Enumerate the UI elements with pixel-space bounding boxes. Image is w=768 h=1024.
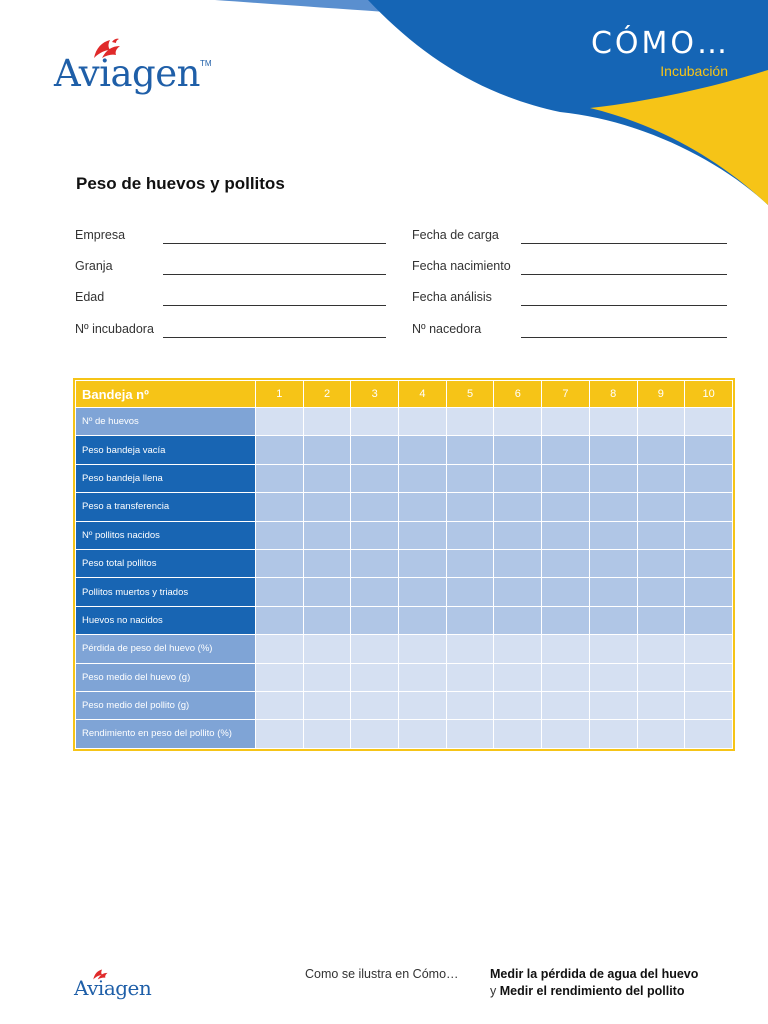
field-fecha-nacimiento[interactable] [412,259,727,279]
header-title: CÓMO… [590,26,730,61]
table-cell[interactable] [494,408,542,436]
table-cell[interactable] [637,521,685,549]
table-cell[interactable] [685,549,733,577]
field-label: Fecha análisis [412,290,492,304]
table-row [76,635,733,663]
table-cell[interactable] [446,635,494,663]
table-cell[interactable] [303,691,351,719]
column-header: 3 [351,381,399,408]
table-cell[interactable] [637,635,685,663]
row-label: Pollitos muertos y triados [76,578,256,606]
table-cell[interactable] [589,635,637,663]
table-cell[interactable] [494,635,542,663]
table-row [76,464,733,492]
table-cell[interactable] [256,464,304,492]
table-row [76,720,733,748]
row-label: Huevos no nacidos [76,606,256,634]
column-header: 2 [303,381,351,408]
table-cell[interactable] [542,606,590,634]
table-cell[interactable] [494,464,542,492]
field-line[interactable] [163,274,386,275]
table-cell[interactable] [256,578,304,606]
row-label: Peso bandeja llena [76,464,256,492]
table-cell[interactable] [637,493,685,521]
table-cell[interactable] [494,663,542,691]
table-row [76,408,733,436]
table-cell[interactable] [256,408,304,436]
row-label: Peso a transferencia [76,493,256,521]
footer-connector: y [490,984,497,998]
table-cell[interactable] [399,464,447,492]
table-cell[interactable] [589,578,637,606]
table-cell[interactable] [494,606,542,634]
field-line[interactable] [163,243,386,244]
table-cell[interactable] [494,578,542,606]
table-cell[interactable] [256,691,304,719]
page-title: Peso de huevos y pollitos [76,174,285,193]
table-cell[interactable] [542,436,590,464]
field-fecha-carga[interactable] [412,228,727,248]
table-cell[interactable] [494,720,542,748]
table-cell[interactable] [685,663,733,691]
row-label: Pérdida de peso del huevo (%) [76,635,256,663]
table-cell[interactable] [685,578,733,606]
table-cell[interactable] [256,521,304,549]
table-cell[interactable] [256,549,304,577]
table-cell[interactable] [303,578,351,606]
field-label: Fecha de carga [412,228,499,242]
table-cell[interactable] [446,493,494,521]
tray-table [73,378,735,751]
table-cell[interactable] [494,436,542,464]
column-header: 1 [256,381,304,408]
table-cell[interactable] [446,663,494,691]
footer-line-2 [490,984,684,998]
table-cell[interactable] [399,408,447,436]
row-label: Peso medio del pollito (g) [76,691,256,719]
field-label: Nº incubadora [75,322,154,336]
table-cell[interactable] [589,663,637,691]
table-cell[interactable] [589,606,637,634]
table-cell[interactable] [589,549,637,577]
table-cell[interactable] [351,408,399,436]
table-cell[interactable] [589,464,637,492]
table-cell[interactable] [399,691,447,719]
table-cell[interactable] [303,408,351,436]
table-cell[interactable] [542,521,590,549]
table-cell[interactable] [685,436,733,464]
table-cell[interactable] [303,521,351,549]
table-cell[interactable] [637,464,685,492]
table-cell[interactable] [446,464,494,492]
table-cell[interactable] [446,606,494,634]
table-cell[interactable] [351,635,399,663]
field-label: Granja [75,259,113,273]
footer-intro: Como se ilustra en Cómo… [305,967,459,981]
table-cell[interactable] [685,691,733,719]
row-label: Nº de huevos [76,408,256,436]
table-cell[interactable] [256,635,304,663]
table-cell[interactable] [399,578,447,606]
table-cell[interactable] [637,436,685,464]
table-row [76,521,733,549]
table-cell[interactable] [637,549,685,577]
column-header: 10 [685,381,733,408]
table-cell[interactable] [446,578,494,606]
field-line[interactable] [521,274,727,275]
table-cell[interactable] [351,521,399,549]
table-cell[interactable] [685,493,733,521]
row-label: Peso medio del huevo (g) [76,663,256,691]
column-header: 7 [542,381,590,408]
field-line[interactable] [163,337,386,338]
field-nacedora[interactable] [412,322,727,342]
row-label: Peso bandeja vacía [76,436,256,464]
field-line[interactable] [521,305,727,306]
table-cell[interactable] [637,578,685,606]
table-cell[interactable] [351,606,399,634]
table-cell[interactable] [446,691,494,719]
column-header: 9 [637,381,685,408]
header-bandeja: Bandeja nº [76,381,256,408]
table-cell[interactable] [494,493,542,521]
table-cell[interactable] [685,521,733,549]
table-cell[interactable] [542,663,590,691]
table-cell[interactable] [685,408,733,436]
table-cell[interactable] [494,691,542,719]
table-cell[interactable] [637,408,685,436]
table-cell[interactable] [542,691,590,719]
table-cell[interactable] [446,549,494,577]
table-cell[interactable] [589,720,637,748]
table-cell[interactable] [351,549,399,577]
field-line[interactable] [163,305,386,306]
brand-name: Aviagen [54,52,200,95]
row-label: Peso total pollitos [76,549,256,577]
table-cell[interactable] [494,549,542,577]
table-cell[interactable] [256,663,304,691]
table-row [76,436,733,464]
table-cell[interactable] [351,691,399,719]
table-row [76,549,733,577]
table-cell[interactable] [637,720,685,748]
table-cell[interactable] [589,521,637,549]
field-incubadora[interactable] [75,322,386,342]
table-cell[interactable] [685,606,733,634]
table-cell[interactable] [446,436,494,464]
table-cell[interactable] [589,408,637,436]
column-header: 4 [399,381,447,408]
table-cell[interactable] [351,578,399,606]
table-cell[interactable] [256,493,304,521]
table-cell[interactable] [303,436,351,464]
table-cell[interactable] [351,663,399,691]
table-row [76,691,733,719]
field-granja[interactable] [75,259,386,279]
table-cell[interactable] [637,663,685,691]
header-subtitle: Incubación [660,63,728,79]
field-line[interactable] [521,243,727,244]
table-row [76,606,733,634]
table-cell[interactable] [303,606,351,634]
field-label: Edad [75,290,105,304]
table-cell[interactable] [542,493,590,521]
table-cell[interactable] [542,720,590,748]
table-cell[interactable] [685,720,733,748]
table-cell[interactable] [303,493,351,521]
field-label: Nº nacedora [412,322,482,336]
table-cell[interactable] [589,436,637,464]
table-cell[interactable] [303,635,351,663]
tray-grid [75,380,733,749]
table-cell[interactable] [256,436,304,464]
table-cell[interactable] [399,436,447,464]
field-label: Empresa [75,228,126,242]
table-cell[interactable] [542,549,590,577]
table-row [76,663,733,691]
table-cell[interactable] [303,720,351,748]
table-header-row [76,381,733,408]
table-cell[interactable] [637,691,685,719]
row-label: Rendimiento en peso del pollito (%) [76,720,256,748]
field-empresa[interactable] [75,228,386,248]
column-header: 6 [494,381,542,408]
table-cell[interactable] [637,606,685,634]
table-cell[interactable] [399,663,447,691]
table-cell[interactable] [399,606,447,634]
table-cell[interactable] [446,521,494,549]
table-cell[interactable] [351,720,399,748]
table-cell[interactable] [589,691,637,719]
table-cell[interactable] [256,720,304,748]
brand-name-footer: Aviagen [74,976,152,1000]
table-cell[interactable] [542,408,590,436]
table-cell[interactable] [303,549,351,577]
field-fecha-analisis[interactable] [412,290,727,310]
table-cell[interactable] [542,635,590,663]
table-cell[interactable] [399,549,447,577]
table-cell[interactable] [542,464,590,492]
field-edad[interactable] [75,290,386,310]
table-cell[interactable] [589,493,637,521]
table-cell[interactable] [256,606,304,634]
footer-link-water-loss[interactable]: Medir la pérdida de agua del huevo [490,967,699,981]
table-row [76,493,733,521]
footer-link-chick-yield[interactable]: Medir el rendimiento del pollito [499,984,685,998]
table-cell[interactable] [399,635,447,663]
table-cell[interactable] [303,663,351,691]
table-cell[interactable] [303,464,351,492]
column-header: 8 [589,381,637,408]
table-cell[interactable] [399,720,447,748]
field-label: Fecha nacimiento [412,259,511,273]
table-cell[interactable] [351,436,399,464]
table-body [76,408,733,749]
table-cell[interactable] [685,464,733,492]
table-cell[interactable] [399,493,447,521]
field-line[interactable] [521,337,727,338]
table-cell[interactable] [446,720,494,748]
table-row [76,578,733,606]
table-cell[interactable] [685,635,733,663]
table-cell[interactable] [399,521,447,549]
table-cell[interactable] [542,578,590,606]
table-cell[interactable] [446,408,494,436]
trademark: TM [199,59,212,68]
column-header: 5 [446,381,494,408]
table-cell[interactable] [351,493,399,521]
table-cell[interactable] [494,521,542,549]
row-label: Nº pollitos nacidos [76,521,256,549]
table-cell[interactable] [351,464,399,492]
